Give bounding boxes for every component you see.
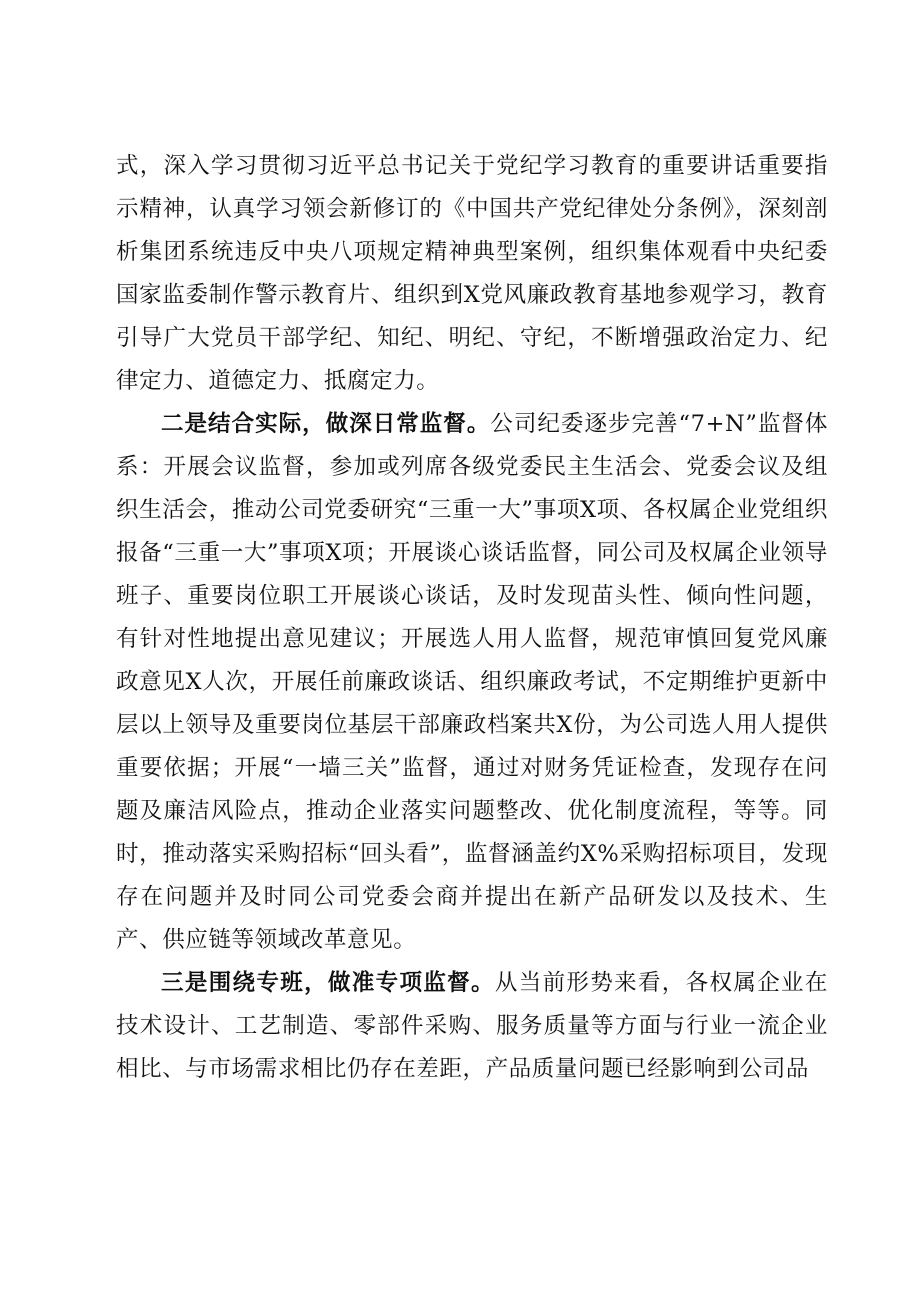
paragraph-special-supervision <box>116 962 828 1091</box>
paragraph-2-text: 公司纪委逐步完善“7+N”监督体系：开展会议监督，参加或列席各级党委民主生活会、党委会议及组织生活会，推动公司党委研究“三重一大”事项X项、各权属企业党组织报备“三重一大”事项X项；开展谈心谈话监督，同公司及权属企业领导班子、重要岗位职工开展谈心谈话，及时发现苗头性、倾向性问题，有针对性地提出意见建议；开展选人用人监督，规范审慎回复党风廉政意见X人次，开展任前廉政谈话、组织廉政考试，不定期维护更新中层以上领导及重要岗位基层干部廉政档案共X份，为公司选人用人提供重要依据；开展“一墙三关”监督，通过对财务凭证检查，发现存在问题及廉洁风险点，推动企业落实问题整改、优化制度流程，等等。同时，推动落实采购招标“回头看”，监督涵盖约X%采购招标项目，发现存在问题并及时同公司党委会商并提出在新产品研发以及技术、生产、供应链等领域改革意见。 <box>116 411 828 953</box>
paragraph-3-text: 从当前形势来看，各权属企业在技术设计、工艺制造、零部件采购、服务质量等方面与行业一流企业相比、与市场需求相比仍存在差距，产品质量问题已经影响到公司品 <box>116 970 828 1082</box>
paragraph-3-heading: 三是围绕专班，做准专项监督。 <box>161 970 495 996</box>
document-body <box>116 145 828 1091</box>
paragraph-2-heading: 二是结合实际，做深日常监督。 <box>161 411 491 437</box>
paragraph-daily-supervision <box>116 403 828 962</box>
paragraph-1-text: 式，深入学习贯彻习近平总书记关于党纪学习教育的重要讲话重要指示精神，认真学习领会新修订的《中国共产党纪律处分条例》，深刻剖析集团系统违反中央八项规定精神典型案例，组织集体观看中央纪委国家监委制作警示教育片、组织到X党风廉政教育基地参观学习，教育引导广大党员干部学纪、知纪、明纪、守纪，不断增强政治定力、纪律定力、道德定力、抵腐定力。 <box>116 153 828 394</box>
paragraph-continuation <box>116 145 828 403</box>
